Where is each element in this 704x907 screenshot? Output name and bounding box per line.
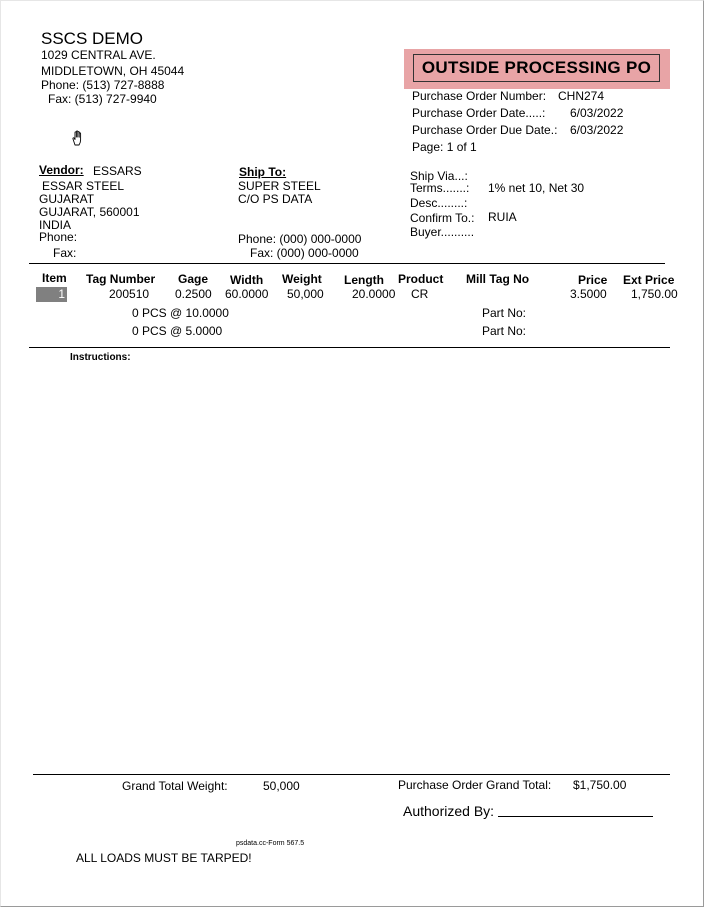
row-ext-price: 1,750.00 [631,287,678,301]
vendor-name: ESSAR STEEL [42,179,125,193]
company-fax: Fax: (513) 727-9940 [48,92,157,106]
confirm-to-value: RUIA [488,210,517,224]
col-header-product: Product [398,272,444,286]
po-title-box [404,49,670,89]
row-weight: 50,000 [287,287,324,301]
company-name: SSCS DEMO [41,29,144,48]
po-number-label: Purchase Order Number: [412,89,547,103]
po-grand-total-value: $1,750.00 [573,778,627,792]
grand-total-weight-label: Grand Total Weight: [122,779,228,793]
sub-row-part-label-1: Part No: [482,306,527,320]
row-product: CR [411,287,429,301]
po-title: OUTSIDE PROCESSING PO [413,54,660,82]
po-due-date-label: Purchase Order Due Date.: [412,123,558,137]
col-header-gage: Gage [178,272,209,286]
po-grand-total-label: Purchase Order Grand Total: [398,778,552,792]
col-header-width: Width [230,273,264,287]
row-item-number: 1 [36,287,67,302]
col-header-mill-tag: Mill Tag No [466,272,530,286]
company-address-line2: MIDDLETOWN, OH 45044 [41,64,185,78]
ship-to-name: SUPER STEEL [238,179,321,193]
col-header-weight: Weight [282,272,322,286]
col-header-length: Length [344,273,384,287]
hand-pointer-icon [69,129,87,147]
ship-to-phone: Phone: (000) 000-0000 [238,232,362,246]
table-top-rule [29,263,665,264]
form-id: psdata.cc-Form 567.5 [236,840,305,847]
vendor-label: Vendor: [39,163,84,177]
po-due-date-value: 6/03/2022 [570,123,624,137]
company-address-line1: 1029 CENTRAL AVE. [41,48,156,62]
sub-row-pcs-2: 0 PCS @ 5.0000 [132,324,223,338]
vendor-city: GUJARAT [39,192,95,206]
company-phone: Phone: (513) 727-8888 [41,78,165,92]
totals-rule [33,774,670,775]
instructions-label: Instructions: [70,352,131,363]
col-header-tag-number: Tag Number [86,272,156,286]
col-header-price: Price [578,273,608,287]
vendor-fax-label: Fax: [53,246,77,260]
confirm-to-label: Confirm To.: [410,211,475,225]
ship-via-label: Ship Via...: [410,169,468,183]
col-header-item: Item [42,271,67,285]
sub-row-pcs-1: 0 PCS @ 10.0000 [132,306,229,320]
row-tag-number: 200510 [109,287,150,301]
ship-to-fax: Fax: (000) 000-0000 [250,246,359,260]
ship-to-care-of: C/O PS DATA [238,192,313,206]
sub-row-part-label-2: Part No: [482,324,527,338]
po-date-value: 6/03/2022 [570,106,624,120]
vendor-state-zip: GUJARAT, 560001 [39,205,140,219]
row-price: 3.5000 [570,287,607,301]
row-gage: 0.2500 [175,287,212,301]
signature-line [498,816,653,817]
terms-value: 1% net 10, Net 30 [488,181,585,195]
col-header-ext-price: Ext Price [623,273,675,287]
terms-label: Terms.......: [410,181,470,195]
row-width: 60.0000 [225,287,269,301]
table-bottom-rule [29,347,670,348]
footer-note: ALL LOADS MUST BE TARPED! [76,851,252,865]
vendor-phone-label: Phone: [39,230,78,244]
po-number-value: CHN274 [558,89,605,103]
authorized-by-label: Authorized By: [403,803,495,819]
desc-label: Desc........: [410,196,468,210]
ship-to-label: Ship To: [239,165,287,179]
buyer-label: Buyer.......... [410,225,475,239]
page-number: Page: 1 of 1 [412,140,477,154]
row-length: 20.0000 [352,287,396,301]
grand-total-weight-value: 50,000 [263,779,300,793]
po-date-label: Purchase Order Date.....: [412,106,546,120]
vendor-country: INDIA [39,218,72,232]
vendor-code: ESSARS [93,164,142,178]
